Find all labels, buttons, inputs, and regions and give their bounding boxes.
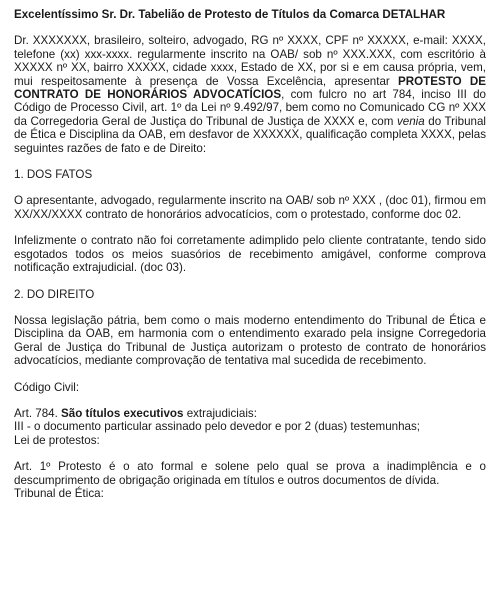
section-title-direito: 2. DO DIREITO — [14, 287, 95, 301]
art-784-prefix: Art. 784. — [14, 406, 62, 420]
intro-text-3: do Tribunal de Ética e Disciplina da OAB, em desfavor de XXXXXX, qualificação completa XXXX, pelas seguintes razões de fato e de Direito: — [14, 114, 486, 155]
document-heading: Excelentíssimo Sr. Dr. Tabelião de Protesto de Títulos da Comarca DETALHAR — [14, 8, 446, 21]
lei-protestos-label: Lei de protestos: — [14, 433, 100, 447]
fatos-paragraph-1: O apresentante, advogado, regularmente inscrito na OAB/ sob nº XXX , (doc 01), firmou em XX/XX/XXXX contrato de honorários advocatícios, com o protestado, conforme doc 02. — [14, 194, 486, 221]
intro-text-1: Dr. XXXXXXX, brasileiro, solteiro, advogado, RG nº XXXX, CPF nº XXXXX, e-mail: XXXX, telefone (xx) xxx-xxxx. regularmente inscrito na OAB/ sob nº XXX.XXX, com escritório à XXXXX nº XX, bairro XXXXX, cidade xxxx, Estado de XX, por si e em causa própria, vem, mui respeitosamente à presença de Vossa Excelência, apresentar — [14, 34, 486, 88]
fatos-paragraph-2: Infelizmente o contrato não foi corretamente adimplido pelo cliente contratante, tendo sido esgotados todos os meios suasórios de recebimento amigável, conforme comprova notificação extrajudicial. (doc 03). — [14, 234, 486, 275]
art-784-suffix: extrajudiciais: — [183, 406, 257, 420]
art-784-item-iii: III - o documento particular assinado pelo devedor e por 2 (duas) testemunhas; — [14, 420, 421, 434]
intro-bold-title: PROTESTO DE CONTRATO DE HONORÁRIOS ADVOCATÍCIOS — [14, 74, 487, 102]
art-784-bold: São títulos executivos — [61, 406, 184, 420]
intro-italic-venia: venia — [396, 114, 425, 128]
tribunal-etica-label: Tribunal de Ética: — [14, 486, 104, 500]
art-1-paragraph: Art. 1º Protesto é o ato formal e solene pelo qual se prova a inadimplência e o descumprimento de obrigação originada em títulos e outros documentos de dívida. — [14, 460, 486, 487]
intro-text-2: , com fulcro no art 784, inciso III do Código de Processo Civil, art. 1º da Lei nº 9.492/97, bem como no Comunicado CG nº XXX da Corregedoria Geral de Justiça do Tribunal de Justiça de XXXX e, com — [14, 88, 487, 128]
section-title-fatos: 1. DOS FATOS — [14, 168, 93, 182]
art-784-line — [14, 407, 486, 420]
direito-paragraph-1: Nossa legislação pátria, bem como o mais moderno entendimento do Tribunal de Ética e Disciplina da OAB, em harmonia com o entendimento exarado pela insigne Corregedoria Geral de Justiça do Tribunal de Justiça autorizam o protesto de contrato de honorários advocatícios, mediante comprovação de tentativa mal sucedida de recebimento. — [14, 313, 486, 368]
codigo-civil-label: Código Civil: — [14, 380, 80, 394]
intro-paragraph — [14, 34, 486, 155]
